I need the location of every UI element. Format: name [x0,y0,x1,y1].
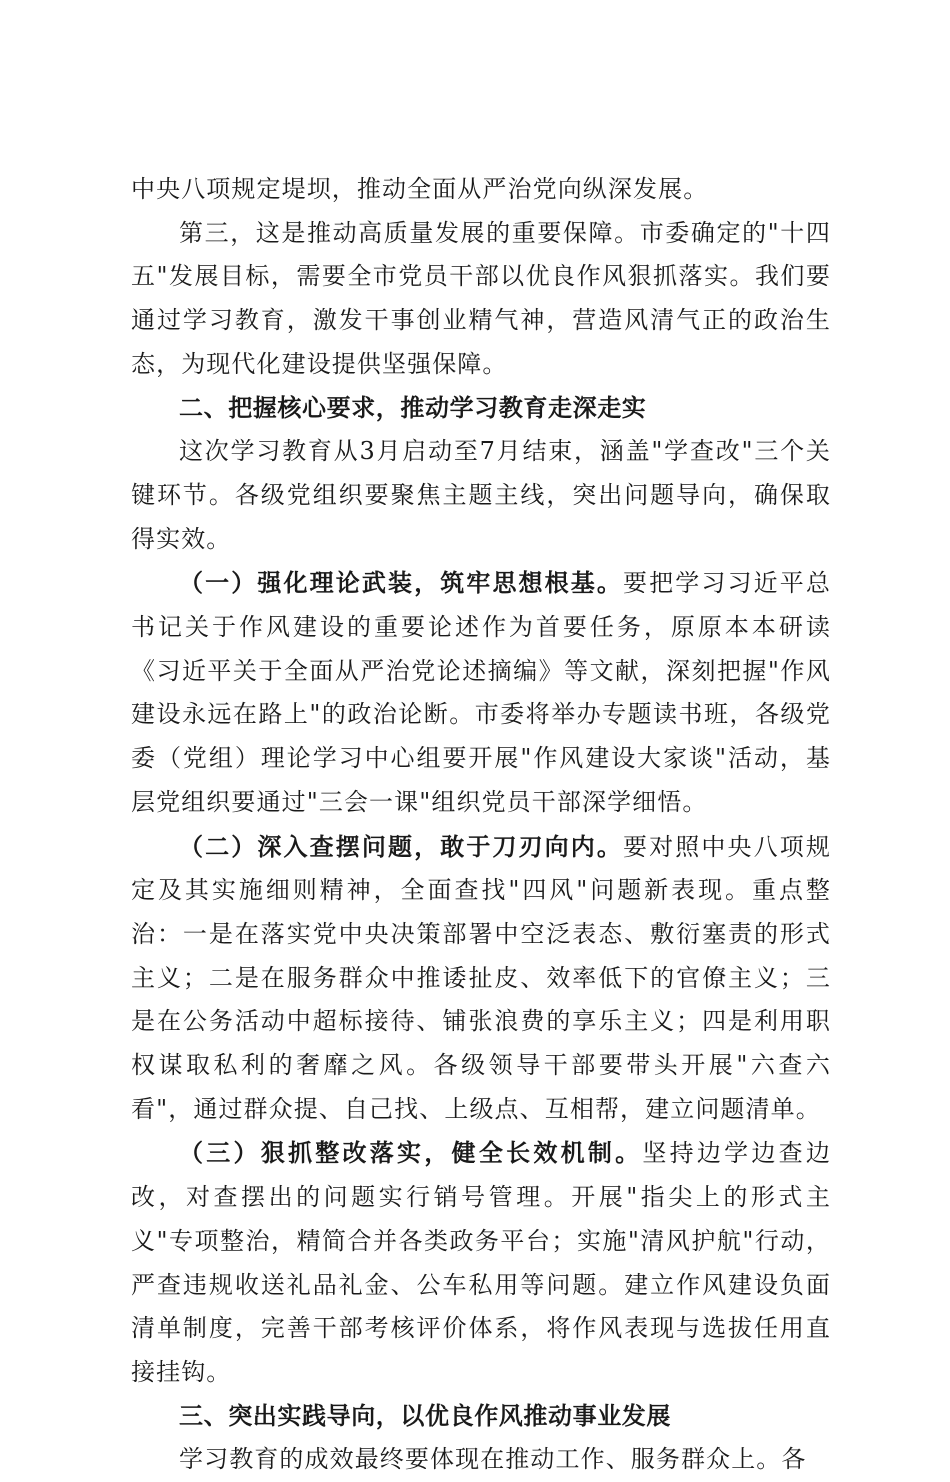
paragraph-practice: 学习教育的成效最终要体现在推动工作、服务群众上。各 [179,1445,807,1474]
item-1-lead: （一）强化理论武装，筑牢思想根基。 [179,568,624,598]
paragraph-overview: 这次学习教育从3月启动至7月结束，涵盖"学查改"三个关键环节。各级党组织要聚焦主题主线，突出问题导向，确保取得实效。 [131,437,831,553]
paragraph-item-2 [131,825,831,1132]
item-3-lead: （三）狠抓整改落实，健全长效机制。 [179,1138,643,1168]
item-2-body: 要对照中央八项规定及其实施细则精神，全面查找"四风"问题新表现。重点整治：一是在落实党中央决策部署中空泛表态、敷衍塞责的形式主义；二是在服务群众中推诿扯皮、效率低下的官僚主义；三是在公务活动中超标接待、铺张浪费的享乐主义；四是利用职权谋取私利的奢靡之风。各级领导干部要带头开展"六查六看"，通过群众提、自己找、上级点、互相帮，建立问题清单。 [131,832,831,1123]
section-heading-2: 二、把握核心要求，推动学习教育走深走实 [179,393,647,422]
paragraph-item-1 [131,561,831,824]
paragraph-third-point: 第三，这是推动高质量发展的重要保障。市委确定的"十四五"发展目标，需要全市党员干部以优良作风狠抓落实。我们要通过学习教育，激发干事创业精气神，营造风清气正的政治生态，为现代化建设提供坚强保障。 [131,218,831,378]
section-heading-3: 三、突出实践导向，以优良作风推动事业发展 [179,1401,671,1430]
document-page [131,168,831,1482]
item-1-body: 要把学习习近平总书记关于作风建设的重要论述作为首要任务，原原本本研读《习近平关于全面从严治党论述摘编》等文献，深刻把握"作风建设永远在路上"的政治论断。市委将举办专题读书班，各级党委（党组）理论学习中心组要开展"作风建设大家谈"活动，基层党组织要通过"三会一课"组织党员干部深学细悟。 [131,569,831,816]
paragraph-item-3 [131,1131,831,1394]
paragraph-continuation: 中央八项规定堤坝，推动全面从严治党向纵深发展。 [131,175,709,203]
item-3-body: 坚持边学边查边改，对查摆出的问题实行销号管理。开展"指尖上的形式主义"专项整治，精简合并各类政务平台；实施"清风护航"行动，严查违规收送礼品礼金、公车私用等问题。建立作风建设负面清单制度，完善干部考核评价体系，将作风表现与选拔任用直接挂钩。 [131,1139,831,1386]
item-2-lead: （二）深入查摆问题，敢于刀刃向内。 [179,831,624,861]
